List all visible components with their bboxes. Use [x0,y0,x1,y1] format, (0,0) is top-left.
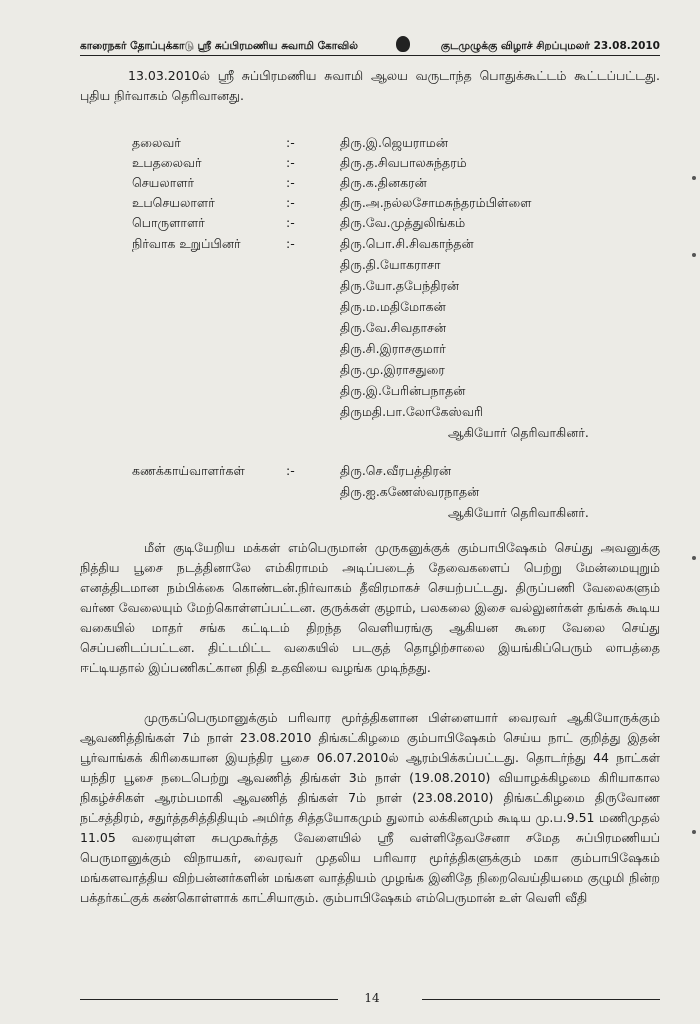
officer-role: பொருளாளர் [132,215,205,230]
auditor-name: திரு.செ.வீரபத்திரன் [340,463,452,478]
separator: :- [286,236,295,251]
member-name: திருமதி.பா.லோகேஸ்வரி [340,404,483,419]
officer-name: திரு.பொ.சி.சிவகாந்தன் [340,236,474,251]
officer-role: நிர்வாக உறுப்பினர் [132,236,241,251]
header-rule [80,55,660,56]
auditors-closing: ஆகியோர் தெரிவாகினர். [448,505,589,520]
oil-lamp-icon [396,36,410,52]
officer-name: திரு.அ.நல்லசோமசுந்தரம்பிள்ளை [340,195,532,210]
officer-role: செயலாளர் [132,175,195,190]
footer-rule-right [422,999,660,1000]
scan-margin-mark [692,556,696,560]
separator: :- [286,215,295,230]
page-number: 14 [364,991,380,1005]
page-footer [80,990,660,1010]
header-temple-name: காரைநகர் தோப்புக்காடு ஸ்ரீ சுப்பிரமணிய சுவாமி கோவில் [80,40,358,52]
officer-name: திரு.க.தினகரன் [340,175,427,190]
auditors-role: கணக்காய்வாளர்கள் [132,463,245,478]
member-name: திரு.தி.யோகராசா [340,257,441,272]
officer-role: உபதலைவர் [132,155,202,170]
member-name: திரு.ம.மதிமோகன் [340,299,446,314]
intro-paragraph: 13.03.2010ல் ஸ்ரீ சுப்பிரமணிய சுவாமி ஆலய வருடாந்த பொதுக்கூட்டம் கூட்டப்பட்டது. புதிய நிர்வாகம் தெரிவானது. [80,68,660,103]
officer-name: திரு.த.சிவபாலசுந்தரம் [340,155,467,170]
separator: :- [286,195,295,210]
officer-name: திரு.இ.ஜெயராமன் [340,135,448,150]
separator: :- [286,463,295,478]
officer-role: உபசெயலாளர் [132,195,215,210]
member-name: திரு.இ.பேரின்பநாதன் [340,383,466,398]
member-name: திரு.சி.இராசகுமார் [340,341,446,356]
member-name: திரு.மு.இராசதுரை [340,362,445,377]
scan-margin-mark [692,253,696,257]
auditor-name: திரு.ஐ.கணேஸ்வரநாதன் [340,484,480,499]
scan-margin-mark [692,830,696,834]
member-name: திரு.யோ.தபேந்திரன் [340,278,460,293]
separator: :- [286,135,295,150]
header-souvenir-title: குடமுழுக்கு விழாச் சிறப்புமலர் 23.08.2010 [440,40,660,52]
kumbabishekam-preparation-paragraph: மீள் குடியேறிய மக்கள் எம்பெருமான் முருகனுக்குக் கும்பாபிஷேகம் செய்து அவனுக்கு நித்திய பூசை நடத்தினாலே எம்கிராமம் அடிப்படைத் தேவைகளைப் பெற்று மேன்மையுறும் எனத்திடமான நம்பிக்கை கொண்டன்.நிர்வாகம் தீவிரமாகச் செயற்பட்டது. திருப்பணி வேலைகளும் வர்ண வேலையும் மேற்கொள்ளப்பட்டன. குருக்கள் குழாம், பலகலை இசை வல்லுனர்கள் தங்கக் கூடிய வகையில் மாதர் சங்க கட்டிடம் திறந்த வெளியரங்கு ஆகியன கூரை வேலை செய்து செப்பனிடப்பட்டன. திட்டமிட்ட வகையில் படகுத் தொழிற்சாலை இயங்கிப்பெரும் லாபத்தை ஈட்டியதால் இப்பணிகட்கான நிதி உதவியை வழங்க முடிந்தது. [80,540,660,675]
committee-closing: ஆகியோர் தெரிவாகினர். [448,425,589,440]
member-name: திரு.வே.சிவதாசன் [340,320,447,335]
scan-margin-mark [692,176,696,180]
page-header [80,36,660,62]
officer-role: தலைவர் [132,135,181,150]
kumbabishekam-ceremony-paragraph: முருகப்பெருமானுக்கும் பரிவார மூர்த்திகளான பிள்ளையார் வைரவர் ஆகியோருக்கும் ஆவணித்திங்கள் 7ம் நாள் 23.08.2010 திங்கட்கிழமை கும்பாபிஷேகம் செய்ய நாட் குறித்து இதன் பூர்வாங்கக் கிரிகையான இயந்திர பூசை 06.07.2010ல் ஆரம்பிக்கப்பட்டது. தொடர்ந்து 44 நாட்கள் யந்திர பூசை நடைபெற்று ஆவணித் திங்கள் 3ம் நாள் (19.08.2010) வியாழக்கிழமை கிரியாகால நிகழ்ச்சிகள் ஆரம்பமாகி ஆவணித் திங்கள் 7ம் நாள் (23.08.2010) திங்கட்கிழமை திருவோண நட்சத்திரம், சதுர்த்தசித்திதியும் அமிர்த சித்தயோகமும் துலாம் லக்கினமும் கூடிய மு.ப.9.51 மணிமுதல் 11.05 வரையுள்ள சுபமுகூர்த்த வேளையில் ஸ்ரீ வள்ளிதேவசேனா சமேத சுப்பிரமணியப் பெருமானுக்கும் விநாயகர், வைரவர் முதலிய பரிவார மூர்த்திகளுக்கும் மகா கும்பாபிஷேகம் மங்களவாத்திய விற்பன்னர்களின் மங்கள வாத்தியம் முழங்க இனிதே நிறைவெய்தியமை குழுமி நின்ற பக்தர்கட்குக் கண்கொள்ளாக் காட்சியாகும். கும்பாபிஷேகம் எம்பெருமான் உள் வெளி வீதி [80,710,660,905]
separator: :- [286,175,295,190]
officer-name: திரு.வே.முத்துலிங்கம் [340,215,466,230]
footer-rule-left [80,999,338,1000]
separator: :- [286,155,295,170]
